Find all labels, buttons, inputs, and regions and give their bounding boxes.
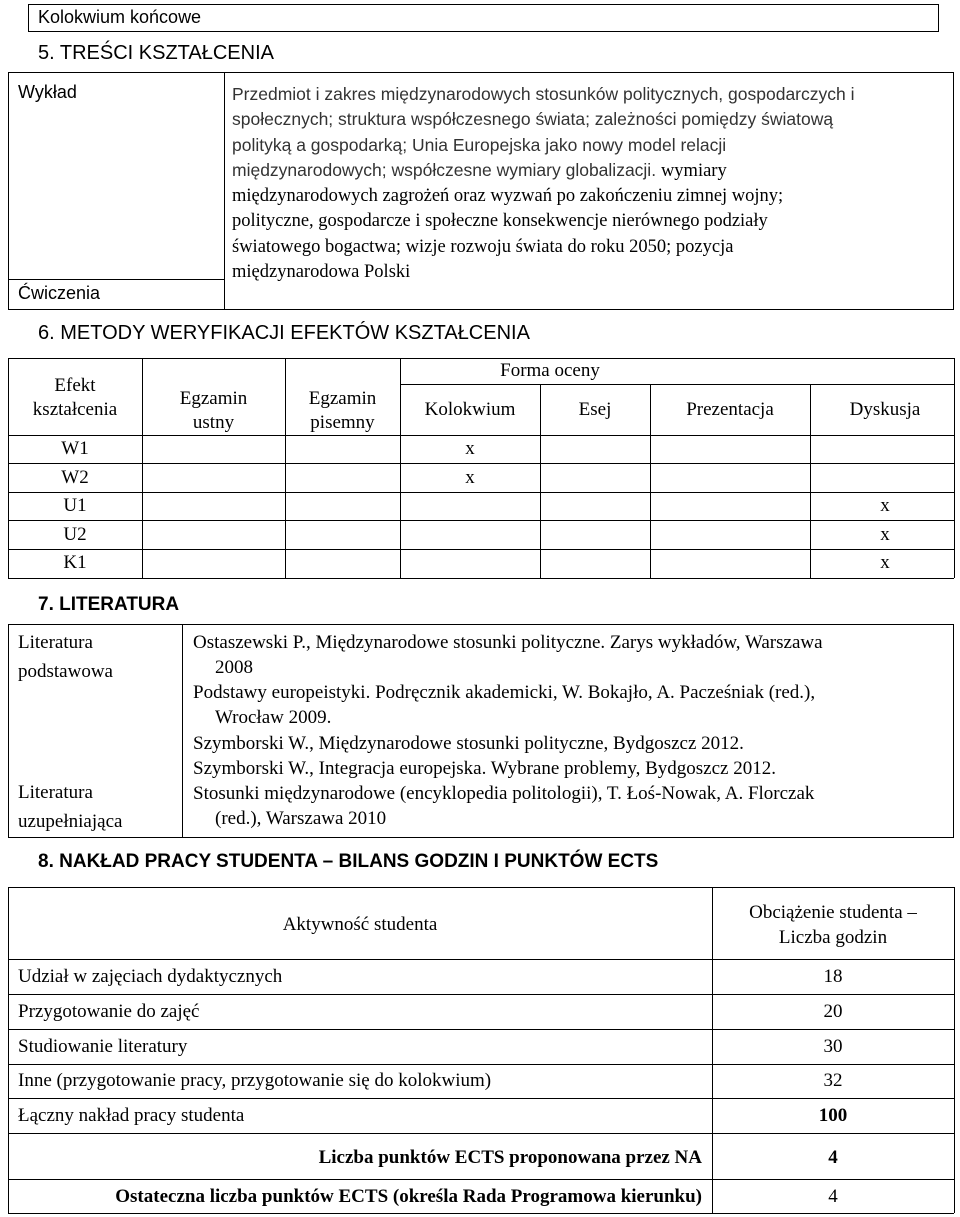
lit-basic-line: Szymborski W., Integracja europejska. Wybrane problemy, Bydgoszcz 2012. bbox=[193, 758, 776, 779]
header-colloquium: Kolokwium bbox=[424, 399, 516, 420]
workload-row-label: Przygotowanie do zajęć bbox=[18, 1001, 200, 1022]
wt-line bbox=[954, 887, 955, 1213]
vt-line bbox=[8, 520, 954, 521]
lecture-line: światowego bogactwa; wizje rozwoju świata do roku 2050; pozycja bbox=[232, 236, 734, 257]
header-discussion: Dyskusja bbox=[849, 399, 921, 420]
workload-row-label: Studiowanie literatury bbox=[18, 1036, 188, 1057]
workload-head-load-2: Liczba godzin bbox=[778, 927, 888, 948]
lecture-line bbox=[232, 184, 855, 209]
header-presentation: Prezentacja bbox=[686, 399, 774, 420]
wt-line bbox=[8, 1029, 954, 1030]
row-effect: U1 bbox=[63, 495, 87, 516]
section-6-title: 6. METODY WERYFIKACJI EFEKTÓW KSZTAŁCENIA bbox=[38, 322, 530, 344]
lecture-line-part: międzynarodowych zagrożeń oraz wyzwań po zakończeniu zimnej wojny; bbox=[232, 186, 784, 207]
header-form: Forma oceny bbox=[500, 360, 600, 381]
header-oral-1: Egzamin bbox=[179, 388, 248, 409]
lit-basic-line: Szymborski W., Międzynarodowe stosunki polityczne, Bydgoszcz 2012. bbox=[193, 733, 744, 754]
lit-supp-label-2: uzupełniająca bbox=[18, 811, 123, 832]
row-colloquium-mark: x bbox=[465, 467, 475, 488]
ects-final-label: Ostateczna liczba punktów ECTS (określa Rada Programowa kierunku) bbox=[115, 1186, 702, 1207]
wt-line bbox=[8, 887, 954, 888]
section-8-title: 8. NAKŁAD PRACY STUDENTA – BILANS GODZIN I PUNKTÓW ECTS bbox=[38, 851, 659, 872]
ects-final-value: 4 bbox=[828, 1186, 838, 1207]
workload-row-value: 32 bbox=[823, 1070, 843, 1091]
workload-row-label: Inne (przygotowanie pracy, przygotowanie się do kolokwium) bbox=[18, 1070, 492, 1091]
workload-row-label: Udział w zajęciach dydaktycznych bbox=[18, 966, 283, 987]
literature-divider bbox=[182, 624, 183, 838]
wt-line bbox=[8, 1179, 954, 1180]
vt-line bbox=[400, 384, 954, 385]
lit-basic-line: Ostaszewski P., Międzynarodowe stosunki polityczne. Zarys wykładów, Warszawa bbox=[193, 632, 823, 653]
vt-line bbox=[8, 578, 954, 579]
row-discussion-mark: x bbox=[880, 552, 890, 573]
header-oral-2: ustny bbox=[192, 412, 235, 433]
wt-line bbox=[8, 1133, 954, 1134]
header-written-1: Egzamin bbox=[308, 388, 377, 409]
workload-total-value: 100 bbox=[818, 1105, 848, 1126]
lit-supp-line: (red.), Warszawa 2010 bbox=[215, 808, 387, 829]
lecture-line-serif-tail: wymiary bbox=[660, 160, 727, 181]
lit-basic-line: Podstawy europeistyki. Podręcznik akademicki, W. Bokajło, A. Pacześniak (red.), bbox=[193, 682, 816, 703]
workload-row-value: 30 bbox=[823, 1036, 843, 1057]
row-effect: U2 bbox=[63, 524, 87, 545]
content-divider bbox=[224, 72, 225, 310]
lecture-line: polityką a gospodarką; Unia Europejska jako nowy model relacji bbox=[232, 134, 727, 155]
workload-head-load-1: Obciążenie studenta – bbox=[749, 902, 917, 923]
top-box-text: Kolokwium końcowe bbox=[38, 7, 202, 27]
lecture-content bbox=[232, 82, 855, 285]
lit-basic-label-1: Literatura bbox=[18, 632, 93, 653]
wt-line bbox=[8, 959, 954, 960]
ects-proposed-value: 4 bbox=[828, 1147, 838, 1168]
lecture-line-part: międzynarodowych; współczesne wymiary globalizacji. bbox=[232, 159, 657, 180]
wt-line bbox=[8, 1064, 954, 1065]
row-colloquium-mark: x bbox=[465, 438, 475, 459]
vt-line bbox=[8, 463, 954, 464]
header-written-2: pisemny bbox=[310, 412, 375, 433]
lit-basic-line: 2008 bbox=[215, 657, 253, 678]
lit-basic-label-2: podstawowa bbox=[18, 661, 113, 682]
ects-proposed-label: Liczba punktów ECTS proponowana przez NA bbox=[318, 1147, 702, 1168]
workload-row-value: 20 bbox=[823, 1001, 843, 1022]
lecture-line: międzynarodowa Polski bbox=[232, 262, 411, 283]
lecture-line: polityczne, gospodarcze i społeczne konsekwencje nierównego podziały bbox=[232, 211, 768, 232]
lit-supp-line: Stosunki międzynarodowe (encyklopedia politologii), T. Łoś-Nowak, A. Florczak bbox=[193, 783, 815, 804]
wt-line bbox=[8, 1098, 954, 1099]
row-effect: W2 bbox=[61, 467, 89, 488]
row-discussion-mark: x bbox=[880, 524, 890, 545]
header-effect-1: Efekt bbox=[54, 375, 96, 396]
lit-supp-label-1: Literatura bbox=[18, 782, 93, 803]
section-5-title: 5. TREŚCI KSZTAŁCENIA bbox=[38, 42, 274, 64]
workload-head-activity: Aktywność studenta bbox=[282, 914, 438, 935]
section-7-title: 7. LITERATURA bbox=[38, 594, 180, 615]
workload-row-value: 18 bbox=[823, 966, 843, 987]
lecture-line: społecznych; struktura współczesnego świata; zależności pomiędzy światową bbox=[232, 109, 834, 130]
exercises-label: Ćwiczenia bbox=[18, 283, 101, 303]
content-row-divider bbox=[8, 279, 224, 280]
workload-total-label: Łączny nakład pracy studenta bbox=[18, 1105, 245, 1126]
lecture-line: Przedmiot i zakres międzynarodowych stosunków politycznych, gospodarczych i bbox=[232, 84, 855, 104]
lecture-label: Wykład bbox=[18, 82, 77, 102]
row-discussion-mark: x bbox=[880, 495, 890, 516]
row-effect: K1 bbox=[63, 552, 87, 573]
header-essay: Esej bbox=[578, 399, 612, 420]
header-effect-2: kształcenia bbox=[32, 399, 118, 420]
wt-line bbox=[8, 994, 954, 995]
wt-line bbox=[8, 1213, 954, 1214]
row-effect: W1 bbox=[61, 438, 89, 459]
lit-basic-line: Wrocław 2009. bbox=[215, 707, 332, 728]
lecture-line bbox=[232, 158, 855, 184]
